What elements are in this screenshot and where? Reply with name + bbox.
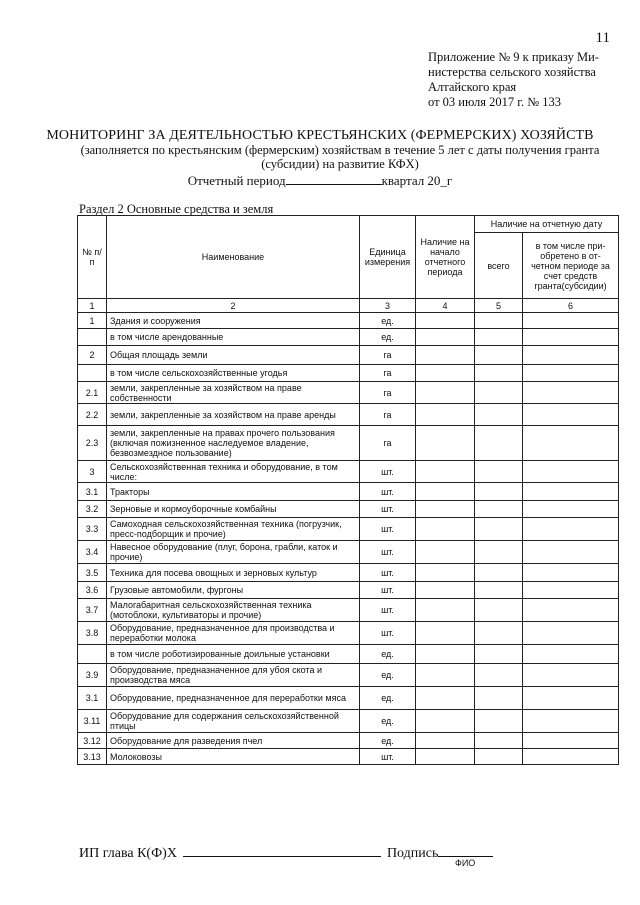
value-start[interactable] [416,749,475,765]
table-row [78,329,619,346]
value-total[interactable] [475,313,523,329]
row-unit: га [360,404,416,426]
value-total[interactable] [475,365,523,382]
row-unit: шт. [360,622,416,645]
value-total[interactable] [475,664,523,687]
value-start[interactable] [416,664,475,687]
row-name: Оборудование, предназначенное для переработки мяса [107,687,360,710]
row-number: 3.1 [78,483,107,501]
row-number: 3.9 [78,664,107,687]
row-name: Навесное оборудование (плуг, борона, грабли, каток и прочие) [107,541,360,564]
col-number: 1 [78,299,107,313]
row-unit: шт. [360,749,416,765]
table-row [78,733,619,749]
value-total[interactable] [475,329,523,346]
row-number: 3.8 [78,622,107,645]
value-start[interactable] [416,365,475,382]
value-total[interactable] [475,382,523,404]
col-number: 4 [416,299,475,313]
row-name: Оборудование для содержания сельскохозяйственной птицы [107,710,360,733]
document-subtitle: (заполняется по крестьянским (фермерским) хозяйствам в течение 5 лет с даты получения гранта (субсидии) на развитие КФХ) [80,143,600,171]
col-number: 6 [523,299,619,313]
value-grant[interactable] [523,365,619,382]
table-row [78,313,619,329]
row-number: 3.3 [78,518,107,541]
row-number [78,365,107,382]
value-start[interactable] [416,645,475,664]
value-grant[interactable] [523,582,619,599]
row-name: Малогабаритная сельскохозяйственная техника (мотоблоки, культиваторы и прочие) [107,599,360,622]
row-name: Техника для посева овощных и зерновых культур [107,564,360,582]
signature-head-label: ИП глава К(Ф)Х [79,846,177,861]
row-number [78,329,107,346]
value-total[interactable] [475,501,523,518]
row-number [78,645,107,664]
signature-line[interactable] [438,842,493,857]
value-start[interactable] [416,622,475,645]
col-number: 3 [360,299,416,313]
row-unit: шт. [360,483,416,501]
value-grant[interactable] [523,710,619,733]
value-total[interactable] [475,749,523,765]
row-name: Здания и сооружения [107,313,360,329]
header-name: Наименование [107,216,360,299]
value-start[interactable] [416,313,475,329]
row-number: 3.6 [78,582,107,599]
row-unit: га [360,382,416,404]
value-start[interactable] [416,501,475,518]
value-start[interactable] [416,329,475,346]
period-suffix: квартал 20_г [381,173,453,188]
value-start[interactable] [416,733,475,749]
row-name: Оборудование для разведения пчел [107,733,360,749]
value-grant[interactable] [523,382,619,404]
row-unit: шт. [360,518,416,541]
section-title: Раздел 2 Основные средства и земля [79,202,274,216]
value-total[interactable] [475,599,523,622]
row-name: в том числе арендованные [107,329,360,346]
table-row [78,426,619,461]
value-start[interactable] [416,541,475,564]
row-number: 3.4 [78,541,107,564]
value-grant[interactable] [523,404,619,426]
row-name: Общая площадь земли [107,346,360,365]
row-number: 3.5 [78,564,107,582]
table-row [78,582,619,599]
header-num: № п/п [78,216,107,299]
row-unit: ед. [360,733,416,749]
appendix-line: от 03 июля 2017 г. № 133 [428,95,562,109]
row-name: земли, закрепленные за хозяйством на праве собственности [107,382,360,404]
row-unit: га [360,426,416,461]
header-total: всего [475,233,523,299]
row-unit: ед. [360,313,416,329]
appendix-line: Алтайского края [428,80,517,94]
row-number: 3.7 [78,599,107,622]
value-grant[interactable] [523,313,619,329]
assets-table [77,215,619,765]
value-grant[interactable] [523,518,619,541]
row-number: 2.2 [78,404,107,426]
row-unit: ед. [360,687,416,710]
value-start[interactable] [416,382,475,404]
col-number: 2 [107,299,360,313]
table-row [78,664,619,687]
row-name: Молоковозы [107,749,360,765]
table-row [78,564,619,582]
period-blank[interactable] [286,172,382,185]
row-number: 2.3 [78,426,107,461]
table-row [78,749,619,765]
value-total[interactable] [475,404,523,426]
value-total[interactable] [475,483,523,501]
value-start[interactable] [416,483,475,501]
table-row [78,365,619,382]
row-unit: ед. [360,645,416,664]
table-row [78,645,619,664]
value-start[interactable] [416,710,475,733]
row-name: Тракторы [107,483,360,501]
value-grant[interactable] [523,541,619,564]
header-grant: в том числе при-обретено в от-четном периоде за счет средств гранта(субсидии) [523,233,619,299]
reporting-period [0,172,640,189]
period-label: Отчетный период [187,173,286,188]
row-name: Зерновые и кормоуборочные комбайны [107,501,360,518]
value-start[interactable] [416,346,475,365]
table-row [78,461,619,483]
fio-label: ФИО [455,858,476,868]
value-total[interactable] [475,582,523,599]
value-grant[interactable] [523,687,619,710]
row-number: 3 [78,461,107,483]
row-unit: шт. [360,564,416,582]
head-name-line[interactable] [183,842,381,857]
value-grant[interactable] [523,733,619,749]
value-start[interactable] [416,564,475,582]
row-unit: ед. [360,710,416,733]
header-start: Наличие на начало отчетного периода [416,216,475,299]
document-title: МОНИТОРИНГ ЗА ДЕЯТЕЛЬНОСТЬЮ КРЕСТЬЯНСКИХ (ФЕРМЕРСКИХ) ХОЗЯЙСТВ [46,128,594,143]
header-unit: Единица измерения [360,216,416,299]
value-grant[interactable] [523,622,619,645]
value-total[interactable] [475,346,523,365]
table-row [78,518,619,541]
value-grant[interactable] [523,749,619,765]
value-grant[interactable] [523,645,619,664]
row-unit: ед. [360,664,416,687]
appendix-line: нистерства сельского хозяйства [428,65,596,79]
row-name: в том числе роботизированные доильные установки [107,645,360,664]
row-number: 3.13 [78,749,107,765]
table-row [78,541,619,564]
row-unit: шт. [360,599,416,622]
table-row [78,501,619,518]
row-number: 3.2 [78,501,107,518]
value-total[interactable] [475,733,523,749]
table-row [78,622,619,645]
table-row [78,483,619,501]
value-grant[interactable] [523,599,619,622]
col-number: 5 [475,299,523,313]
row-name: Самоходная сельскохозяйственная техника (погрузчик, пресс-подборщик и прочие) [107,518,360,541]
value-start[interactable] [416,582,475,599]
appendix-reference [428,50,599,110]
value-grant[interactable] [523,564,619,582]
row-unit: га [360,346,416,365]
value-grant[interactable] [523,329,619,346]
value-start[interactable] [416,687,475,710]
value-total[interactable] [475,541,523,564]
value-total[interactable] [475,518,523,541]
value-total[interactable] [475,622,523,645]
value-grant[interactable] [523,426,619,461]
value-start[interactable] [416,426,475,461]
row-name: Оборудование, предназначенное для убоя скота и производства мяса [107,664,360,687]
signature-label: Подпись [386,846,439,861]
signature-block [79,842,493,862]
value-grant[interactable] [523,346,619,365]
table-body [78,313,619,765]
row-name: Оборудование, предназначенное для производства и переработки молока [107,622,360,645]
row-unit: шт. [360,461,416,483]
row-unit: шт. [360,582,416,599]
header-group: Наличие на отчетную дату [475,216,619,233]
row-unit: га [360,365,416,382]
row-name: Сельскохозяйственная техника и оборудование, в том числе: [107,461,360,483]
table-row [78,382,619,404]
value-start[interactable] [416,461,475,483]
row-name: земли, закрепленные за хозяйством на праве аренды [107,404,360,426]
value-start[interactable] [416,518,475,541]
value-grant[interactable] [523,664,619,687]
value-total[interactable] [475,426,523,461]
table-row [78,404,619,426]
row-number: 3.1 [78,687,107,710]
row-number: 3.12 [78,733,107,749]
value-total[interactable] [475,461,523,483]
row-number: 2.1 [78,382,107,404]
row-unit: ед. [360,329,416,346]
row-name: земли, закрепленные на правах прочего пользования (включая пожизненное наследуемое владение, безвозмездное пользование) [107,426,360,461]
row-number: 1 [78,313,107,329]
value-grant[interactable] [523,483,619,501]
table-row [78,346,619,365]
value-total[interactable] [475,564,523,582]
row-number: 3.11 [78,710,107,733]
value-total[interactable] [475,645,523,664]
row-unit: шт. [360,541,416,564]
value-grant[interactable] [523,501,619,518]
row-unit: шт. [360,501,416,518]
value-total[interactable] [475,687,523,710]
row-name: Грузовые автомобили, фургоны [107,582,360,599]
value-start[interactable] [416,599,475,622]
value-total[interactable] [475,710,523,733]
value-grant[interactable] [523,461,619,483]
row-number: 2 [78,346,107,365]
table-row [78,687,619,710]
row-name: в том числе сельскохозяйственные угодья [107,365,360,382]
appendix-line: Приложение № 9 к приказу Ми- [428,50,599,64]
value-start[interactable] [416,404,475,426]
table-row [78,599,619,622]
table-row [78,710,619,733]
page-number: 11 [595,30,610,46]
